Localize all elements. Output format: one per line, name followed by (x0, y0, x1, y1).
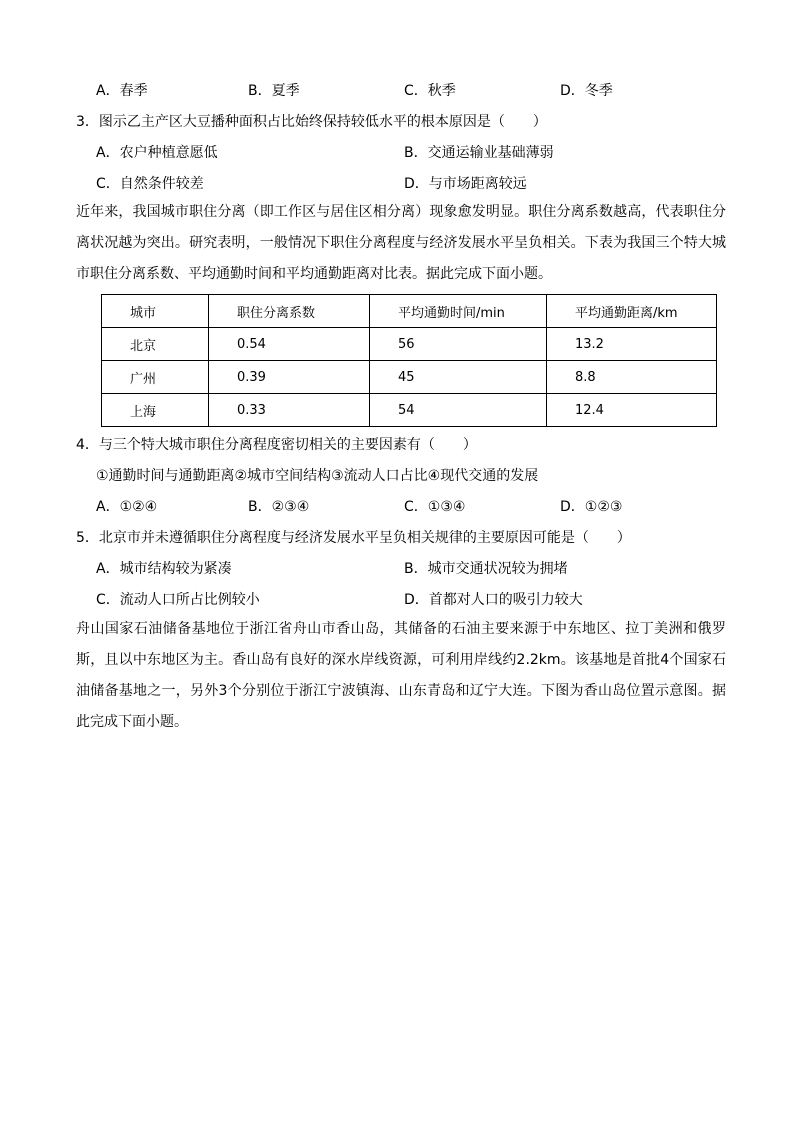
q5-option-c: C．流动人口所占比例较小 (96, 592, 260, 608)
q3-option-d: D．与市场距离较远 (404, 176, 527, 192)
q2-option-b: B．夏季 (248, 83, 300, 99)
passage-commute (76, 197, 726, 290)
q3-option-b: B．交通运输业基础薄弱 (404, 145, 554, 161)
table-cell: 8.8 (547, 361, 717, 394)
table-header-cell: 城市 (102, 295, 209, 328)
q3-stem-row (0, 111, 794, 133)
table-cell: 0.33 (209, 394, 370, 427)
passage-oil-reserve (76, 614, 726, 738)
q5-stem-row (0, 527, 794, 549)
q2-option-d: D．冬季 (560, 83, 613, 99)
passage-oil-reserve-text: 舟山国家石油储备基地位于浙江省舟山市香山岛，其储备的石油主要来源于中东地区、拉丁美洲和俄罗斯，且以中东地区为主。香山岛有良好的深水岸线资源，可利用岸线约2.2km。该基地是首批4个国家石油储备基地之一，另外3个分别位于浙江宁波镇海、山东青岛和辽宁大连。下图为香山岛位置示意图。据此完成下面小题。 (76, 621, 726, 730)
q3-stem: 3．图示乙主产区大豆播种面积占比始终保持较低水平的根本原因是（ ） (76, 114, 547, 130)
q2-option-c: C．秋季 (404, 83, 456, 99)
table-cell: 12.4 (547, 394, 717, 427)
commute-table (101, 294, 717, 427)
q4-option-d: D．①②③ (560, 499, 623, 515)
table-header-row (102, 295, 717, 328)
table-cell: 北京 (102, 328, 209, 361)
table-cell: 54 (370, 394, 547, 427)
q5-option-d: D．首都对人口的吸引力较大 (404, 592, 583, 608)
q5-options-row-2 (0, 589, 794, 611)
q2-options (0, 80, 794, 102)
q4-stem-row (0, 434, 794, 456)
table-cell: 上海 (102, 394, 209, 427)
table-cell: 0.54 (209, 328, 370, 361)
q3-option-c: C．自然条件较差 (96, 176, 204, 192)
q2-option-a: A．春季 (96, 83, 148, 99)
q3-options-row-1 (0, 142, 794, 164)
table-cell: 广州 (102, 361, 209, 394)
table-header-cell: 职住分离系数 (209, 295, 370, 328)
table-row (102, 328, 717, 361)
q5-option-b: B．城市交通状况较为拥堵 (404, 561, 568, 577)
q4-items-row (0, 465, 794, 487)
table-header-cell: 平均通勤距离/km (547, 295, 717, 328)
q4-stem: 4．与三个特大城市职住分离程度密切相关的主要因素有（ ） (76, 437, 477, 453)
q5-stem: 5．北京市并未遵循职住分离程度与经济发展水平呈负相关规律的主要原因可能是（ ） (76, 530, 631, 546)
q4-option-b: B．②③④ (248, 499, 310, 515)
q5-options-row-1 (0, 558, 794, 580)
q3-options-row-2 (0, 173, 794, 195)
table-header-cell: 平均通勤时间/min (370, 295, 547, 328)
table-cell: 13.2 (547, 328, 717, 361)
passage-commute-text: 近年来，我国城市职住分离（即工作区与居住区相分离）现象愈发明显。职住分离系数越高，代表职住分离状况越为突出。研究表明，一般情况下职住分离程度与经济发展水平呈负相关。下表为我国三个特大城市职住分离系数、平均通勤时间和平均通勤距离对比表。据此完成下面小题。 (76, 204, 726, 282)
q5-option-a: A．城市结构较为紧凑 (96, 561, 232, 577)
q4-options (0, 496, 794, 518)
table-cell: 0.39 (209, 361, 370, 394)
q4-option-c: C．①③④ (404, 499, 466, 515)
table-cell: 45 (370, 361, 547, 394)
table-row (102, 361, 717, 394)
q4-option-a: A．①②④ (96, 499, 158, 515)
q3-option-a: A．农户种植意愿低 (96, 145, 218, 161)
table-cell: 56 (370, 328, 547, 361)
table-row (102, 394, 717, 427)
q4-items: ①通勤时间与通勤距离②城市空间结构③流动人口占比④现代交通的发展 (96, 468, 539, 484)
